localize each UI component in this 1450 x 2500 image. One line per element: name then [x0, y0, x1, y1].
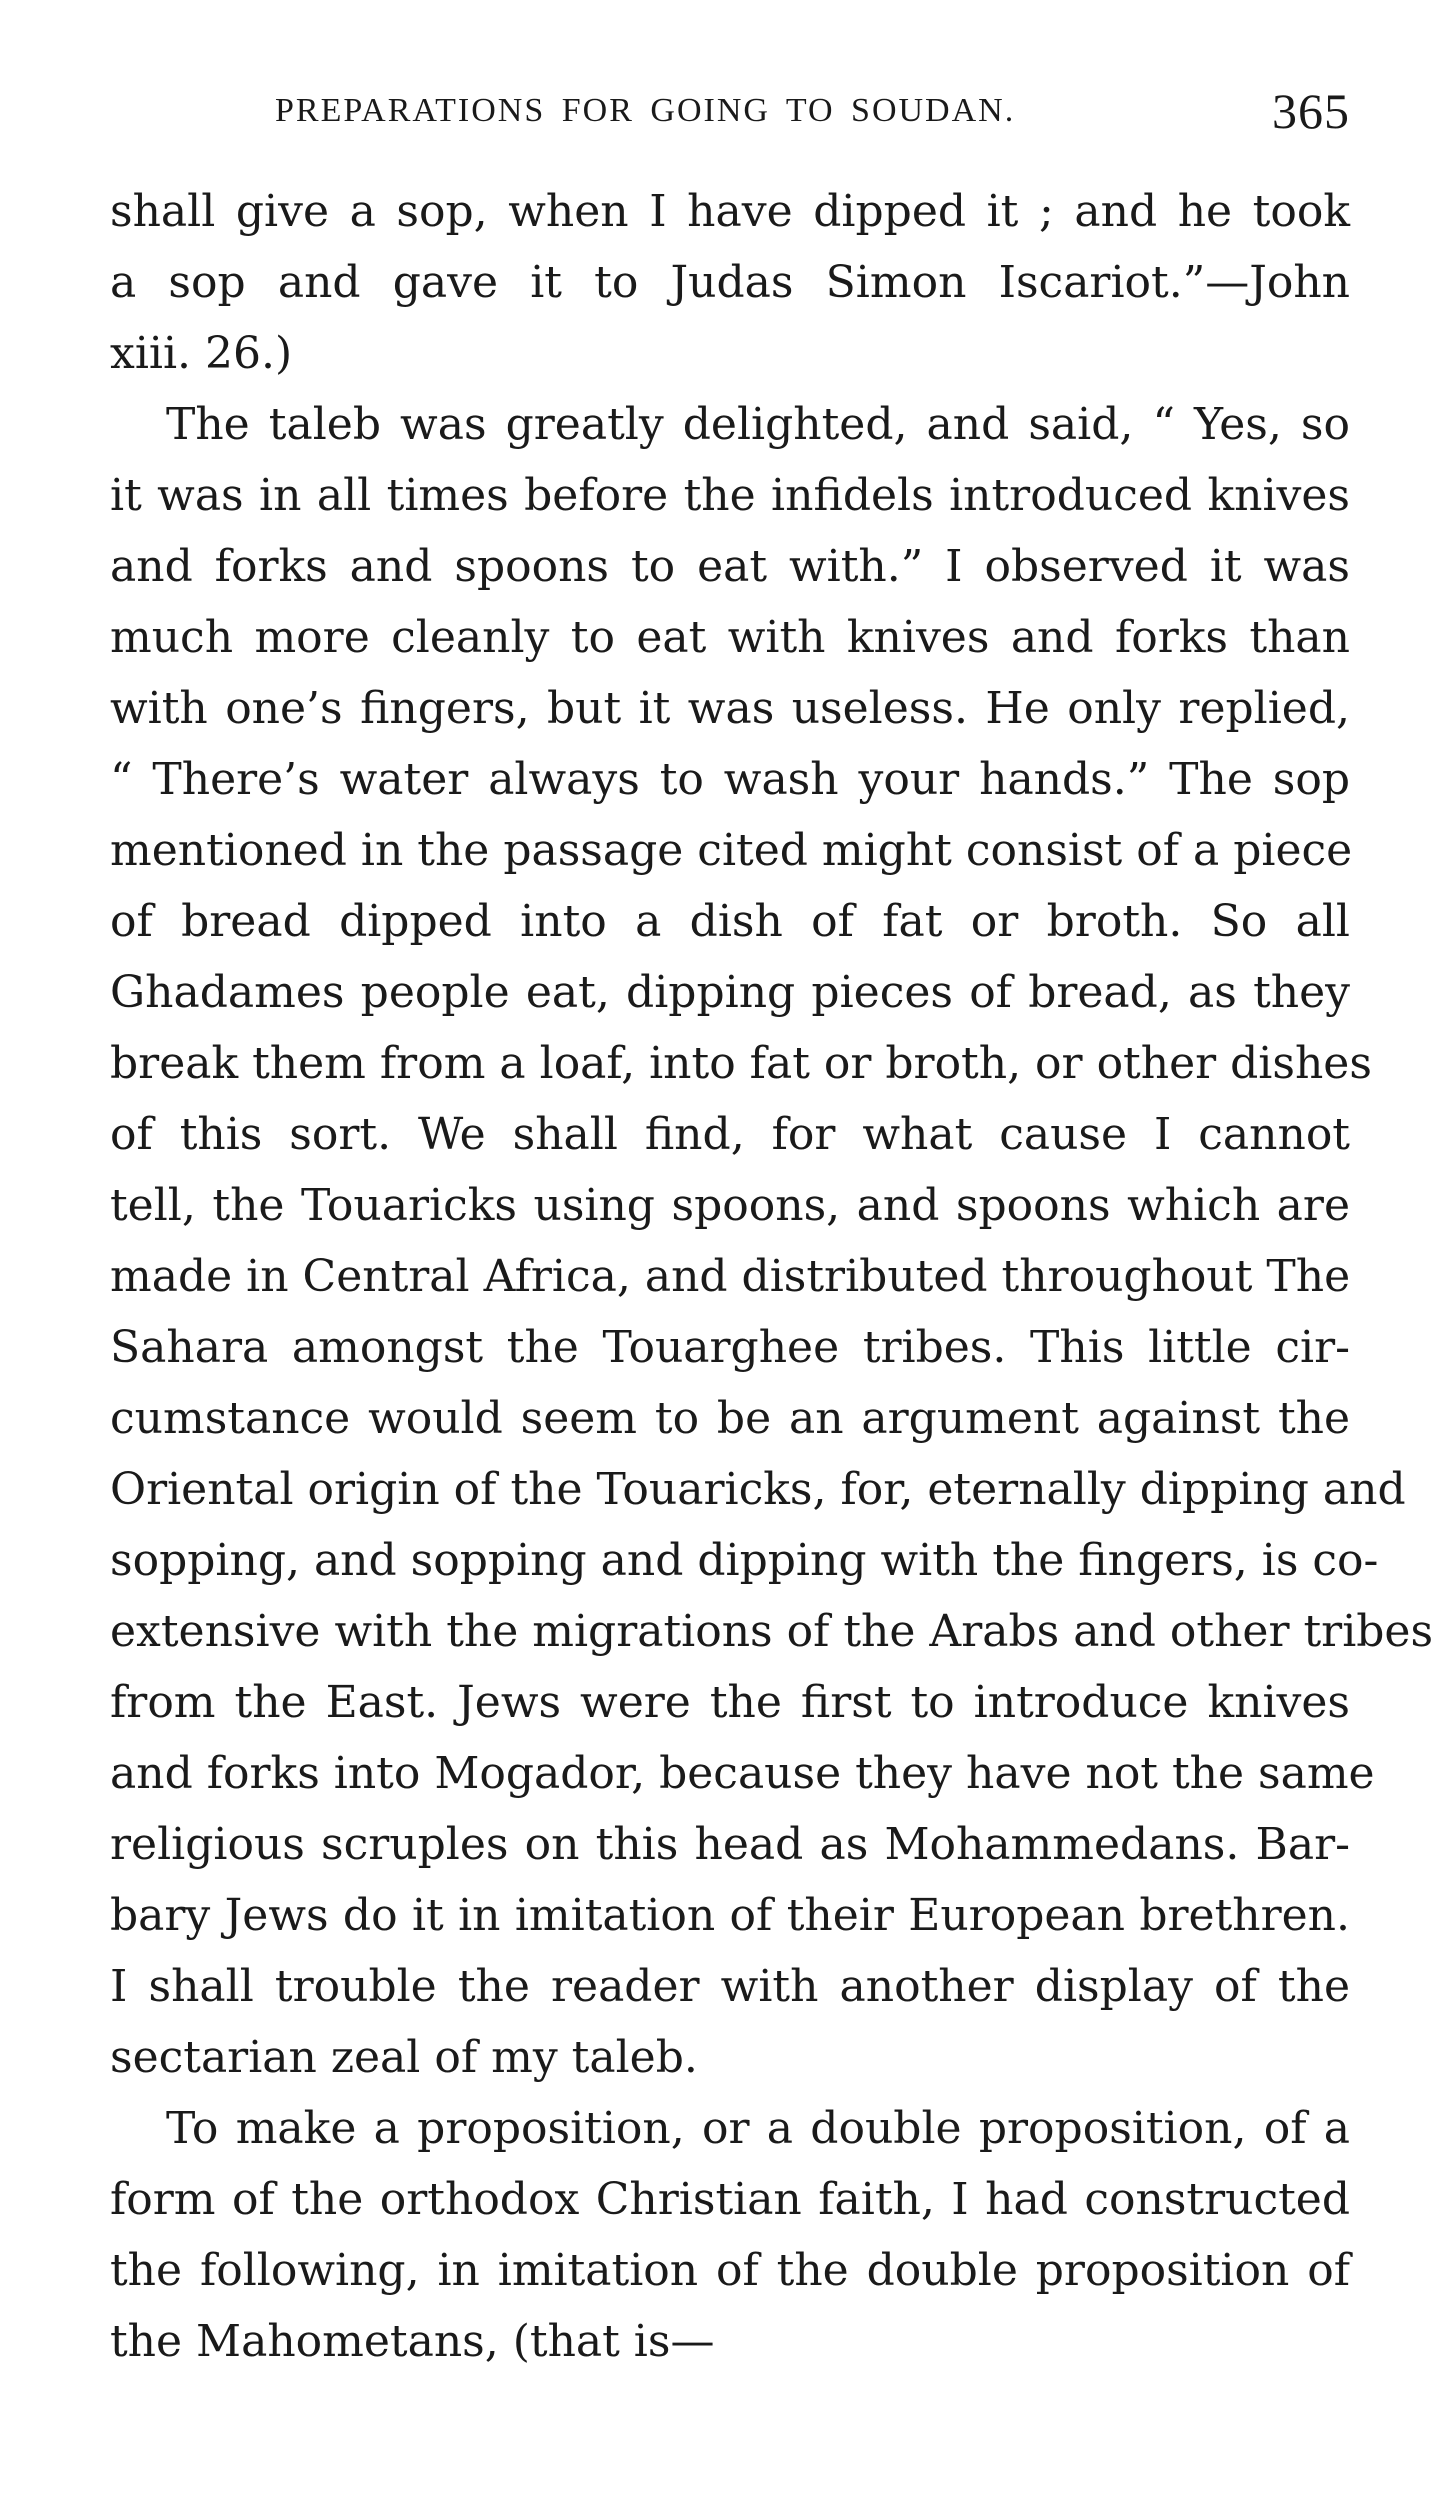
text-line: and forks and spoons to eat with.” I observed it was [110, 541, 1350, 592]
text-line: extensive with the migrations of the Arabs and other tribes [110, 1606, 1434, 1657]
page-number: 365 [1272, 83, 1350, 139]
text-line: Sahara amongst the Touarghee tribes. This little cir- [110, 1322, 1350, 1373]
text-line: Ghadames people eat, dipping pieces of bread, as they [110, 967, 1350, 1018]
text-line: the following, in imitation of the double proposition of [110, 2245, 1350, 2296]
body-text [110, 176, 1434, 2377]
text-line: a sop and gave it to Judas Simon Iscariot.”—John [110, 257, 1350, 308]
text-line: break them from a loaf, into fat or broth, or other dishes [110, 1038, 1372, 1089]
paragraph-proposition [110, 2093, 1350, 2377]
text-line: tell, the Touaricks using spoons, and spoons which are [110, 1180, 1350, 1231]
text-line: “ There’s water always to wash your hands.” The sop [110, 754, 1350, 805]
text-line: of bread dipped into a dish of fat or broth. So all [110, 896, 1350, 947]
text-line: it was in all times before the infidels introduced knives [110, 470, 1350, 521]
running-title: PREPARATIONS FOR GOING TO SOUDAN. [275, 92, 1016, 129]
text-line: sopping, and sopping and dipping with the fingers, is co- [110, 1535, 1379, 1586]
running-head [110, 82, 1350, 142]
paragraph-continuation [110, 176, 1350, 389]
text-line: mentioned in the passage cited might consist of a piece [110, 825, 1353, 876]
text-line: the Mahometans, (that is— [110, 2316, 715, 2367]
paragraph-taleb-spoons [110, 389, 1434, 2093]
text-line: and forks into Mogador, because they have not the same [110, 1748, 1375, 1799]
text-line: form of the orthodox Christian faith, I had constructed [110, 2174, 1350, 2225]
text-line: Oriental origin of the Touaricks, for, eternally dipping and [110, 1464, 1406, 1515]
text-line: To make a proposition, or a double proposition, of a [166, 2103, 1350, 2154]
text-line: I shall trouble the reader with another display of the [110, 1961, 1350, 2012]
text-line: of this sort. We shall find, for what cause I cannot [110, 1109, 1350, 1160]
text-line: religious scruples on this head as Mohammedans. Bar- [110, 1819, 1350, 1870]
text-line: from the East. Jews were the first to introduce knives [110, 1677, 1350, 1728]
text-line: sectarian zeal of my taleb. [110, 2032, 698, 2083]
text-line: with one’s fingers, but it was useless. He only replied, [110, 683, 1350, 734]
text-line: The taleb was greatly delighted, and said, “ Yes, so [166, 399, 1350, 450]
text-line: shall give a sop, when I have dipped it ; and he took [110, 186, 1350, 237]
text-line: xiii. 26.) [110, 328, 293, 379]
text-line: cumstance would seem to be an argument against the [110, 1393, 1350, 1444]
text-line: made in Central Africa, and distributed throughout The [110, 1251, 1351, 1302]
text-line: bary Jews do it in imitation of their European brethren. [110, 1890, 1350, 1941]
text-line: much more cleanly to eat with knives and forks than [110, 612, 1350, 663]
